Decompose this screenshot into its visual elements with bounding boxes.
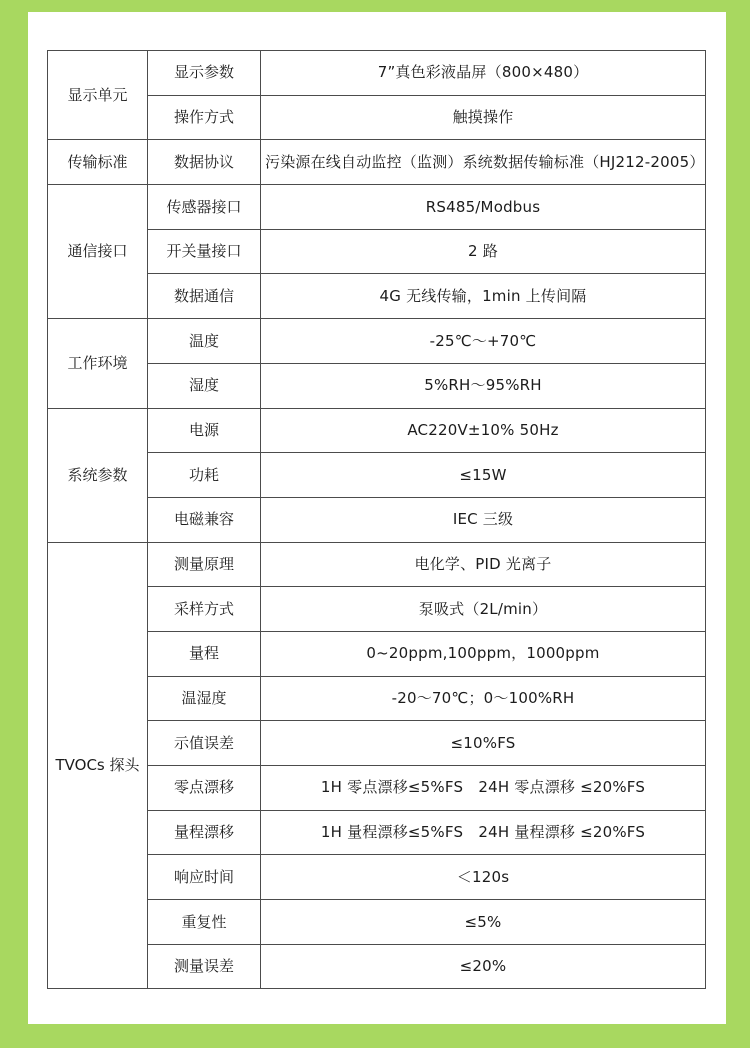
value-cell: ＜120s bbox=[261, 855, 706, 900]
frame-right-band bbox=[726, 0, 750, 1024]
value-cell: 1H 零点漂移≤5%FS 24H 零点漂移 ≤20%FS bbox=[261, 766, 706, 811]
value-cell: RS485/Modbus bbox=[261, 185, 706, 230]
category-cell: 系统参数 bbox=[48, 408, 148, 542]
value-cell: 2 路 bbox=[261, 229, 706, 274]
category-cell: 传输标准 bbox=[48, 140, 148, 185]
table-row bbox=[48, 319, 706, 364]
param-cell: 电磁兼容 bbox=[148, 497, 261, 542]
param-cell: 开关量接口 bbox=[148, 229, 261, 274]
param-cell: 数据通信 bbox=[148, 274, 261, 319]
param-cell: 温度 bbox=[148, 319, 261, 364]
table-row bbox=[48, 542, 706, 587]
value-cell: IEC 三级 bbox=[261, 497, 706, 542]
frame-left-band bbox=[0, 0, 28, 1024]
param-cell: 量程漂移 bbox=[148, 810, 261, 855]
value-cell: -20～70℃；0～100%RH bbox=[261, 676, 706, 721]
param-cell: 传感器接口 bbox=[148, 185, 261, 230]
value-cell: 7”真色彩液晶屏（800×480） bbox=[261, 51, 706, 96]
table-row bbox=[48, 51, 706, 96]
frame-top-band bbox=[0, 0, 750, 12]
frame-bottom-band bbox=[0, 1024, 750, 1048]
param-cell: 测量原理 bbox=[148, 542, 261, 587]
param-cell: 数据协议 bbox=[148, 140, 261, 185]
category-cell: TVOCs 探头 bbox=[48, 542, 148, 989]
category-cell: 工作环境 bbox=[48, 319, 148, 408]
value-cell: ≤15W bbox=[261, 453, 706, 498]
param-cell: 测量误差 bbox=[148, 944, 261, 989]
param-cell: 显示参数 bbox=[148, 51, 261, 96]
value-cell: 5%RH～95%RH bbox=[261, 363, 706, 408]
value-cell: 4G 无线传输，1min 上传间隔 bbox=[261, 274, 706, 319]
value-cell: 1H 量程漂移≤5%FS 24H 量程漂移 ≤20%FS bbox=[261, 810, 706, 855]
value-cell: ≤10%FS bbox=[261, 721, 706, 766]
value-cell: 电化学、PID 光离子 bbox=[261, 542, 706, 587]
value-cell: ≤20% bbox=[261, 944, 706, 989]
param-cell: 湿度 bbox=[148, 363, 261, 408]
value-cell: 触摸操作 bbox=[261, 95, 706, 140]
param-cell: 功耗 bbox=[148, 453, 261, 498]
param-cell: 电源 bbox=[148, 408, 261, 453]
table-row bbox=[48, 140, 706, 185]
table-row bbox=[48, 408, 706, 453]
value-cell: 污染源在线自动监控（监测）系统数据传输标准（HJ212-2005） bbox=[261, 140, 706, 185]
value-cell: 0~20ppm,100ppm，1000ppm bbox=[261, 631, 706, 676]
value-cell: ≤5% bbox=[261, 900, 706, 945]
value-cell: -25℃～+70℃ bbox=[261, 319, 706, 364]
specification-table bbox=[47, 50, 706, 989]
param-cell: 操作方式 bbox=[148, 95, 261, 140]
param-cell: 重复性 bbox=[148, 900, 261, 945]
value-cell: AC220V±10% 50Hz bbox=[261, 408, 706, 453]
param-cell: 温湿度 bbox=[148, 676, 261, 721]
param-cell: 零点漂移 bbox=[148, 766, 261, 811]
table-row bbox=[48, 185, 706, 230]
param-cell: 量程 bbox=[148, 631, 261, 676]
param-cell: 响应时间 bbox=[148, 855, 261, 900]
param-cell: 示值误差 bbox=[148, 721, 261, 766]
category-cell: 通信接口 bbox=[48, 185, 148, 319]
category-cell: 显示单元 bbox=[48, 51, 148, 140]
value-cell: 泵吸式（2L/min） bbox=[261, 587, 706, 632]
param-cell: 采样方式 bbox=[148, 587, 261, 632]
